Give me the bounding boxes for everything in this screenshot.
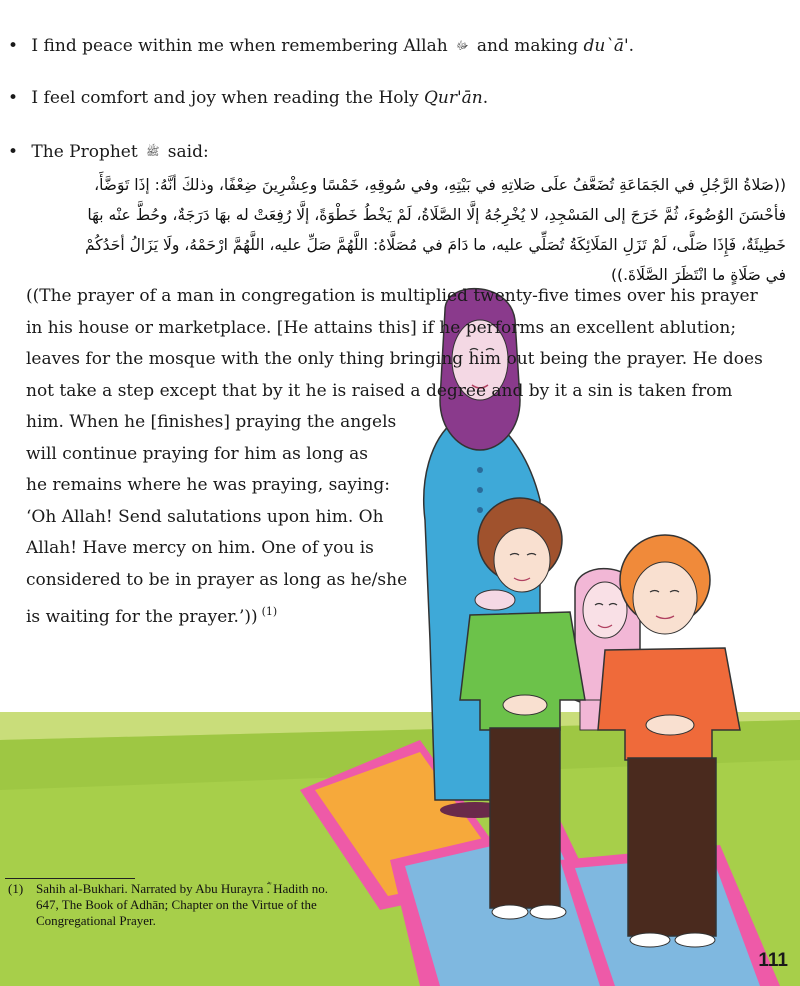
bullet-dot: • <box>8 36 19 56</box>
translation-line: ‘Oh Allah! Send salutations upon him. Oh <box>26 506 384 527</box>
footnote-line: Congregational Prayer. <box>36 913 156 928</box>
translation-line: not take a step except that by it he is raised a degree and by it a sin is taken from <box>26 380 733 401</box>
arabic-line: فأحْسَنَ الوُضُوءَ، ثُمَّ خَرَجَ إلى المَسْجِدِ، لا يُخْرِجُهُ إلَّا الصَّلَاةُ، لَمْ يَخْطُ خَطْوَةً، إلَّا رُفِعَتْ له بهَا دَرَجَةٌ، وحُطَّ عنْه بهَا <box>87 206 786 224</box>
translation-line: him. When he [finishes] praying the angels <box>26 412 397 432</box>
arabic-line: ((صَلاةُ الرَّجُلِ في الجَمَاعَةِ تُضَعَّفُ علَى صَلاتِهِ في بَيْتِهِ، وفي سُوقِهِ، خَمْسًا وعِشْرِينَ ضِعْفًا، وذلكَ أنَّهُ: إذَا تَوَضَّأَ، <box>94 176 786 194</box>
footnote-line: 647, The Book of Adhān; Chapter on the Virtue of the <box>36 897 317 912</box>
footnote-number: (1) <box>8 881 24 896</box>
bullet-dot: • <box>8 142 19 162</box>
bullet-text: The Prophet <box>31 142 138 162</box>
english-translation-continued <box>26 407 786 634</box>
bullet-comfort <box>8 88 488 108</box>
bullet-peace <box>8 36 634 56</box>
bullet-text: I find peace within me when remembering Allah <box>31 36 448 56</box>
translation-line: will continue praying for him as long as <box>26 443 369 464</box>
bullet-italic: du`ā' <box>583 36 629 56</box>
bullet-text: and making <box>476 36 579 56</box>
bullet-text: I feel comfort and joy when reading the Holy <box>31 88 419 108</box>
translation-line <box>26 596 426 634</box>
bullet-prophet-said <box>8 142 209 162</box>
page-number: 111 <box>758 950 788 971</box>
english-translation <box>26 281 786 407</box>
translation-line: leaves for the mosque with the only thing bringing him out being the prayer. He does <box>26 349 763 369</box>
translation-text: is waiting for the prayer.’)) <box>26 607 258 627</box>
arabic-line: في صَلَاةٍ ما انْتَظَرَ الصَّلَاةَ.)) <box>610 266 786 284</box>
translation-line: Allah! Have mercy on him. One of you is <box>26 538 374 558</box>
arabic-hadith <box>6 170 786 290</box>
bullet-italic: Qur'ān <box>423 88 483 108</box>
bullet-text: . <box>628 36 635 56</box>
footnote <box>8 881 408 929</box>
translation-line: he remains where he was praying, saying: <box>26 475 391 495</box>
translation-line: ((The prayer of a man in congregation is multiplied twenty-five times over his prayer <box>26 286 758 306</box>
footnote-text: Sahih al-Bukhari. Narrated by Abu Hurayra ؓ. Hadith no. <box>36 881 329 896</box>
translation-line: in his house or marketplace. [He attains this] if he performs an excellent ablution; <box>26 317 737 338</box>
bullet-text: . <box>482 88 489 108</box>
arabic-line: خَطِيئَةٌ، فَإِذَا صَلَّى، لَمْ تَزَلِ المَلَائِكَةُ تُصَلِّي عليه، ما دَامَ في مُصَلَّاهُ: اللَّهُمَّ صَلِّ عليه، اللَّهُمَّ ارْحَمْهُ، ولَا يَزَالُ أحَدُكُمْ <box>84 236 786 254</box>
bullet-dot: • <box>8 88 19 108</box>
bullet-text: said: <box>167 142 209 162</box>
honorific-allah: ﷻ <box>456 39 469 52</box>
footnote-marker: (1) <box>261 605 278 618</box>
footnote-divider <box>5 878 135 879</box>
footnote-line <box>8 881 408 897</box>
honorific-prophet: ﷺ <box>146 145 160 158</box>
translation-line: considered to be in prayer as long as he/she <box>26 569 408 590</box>
